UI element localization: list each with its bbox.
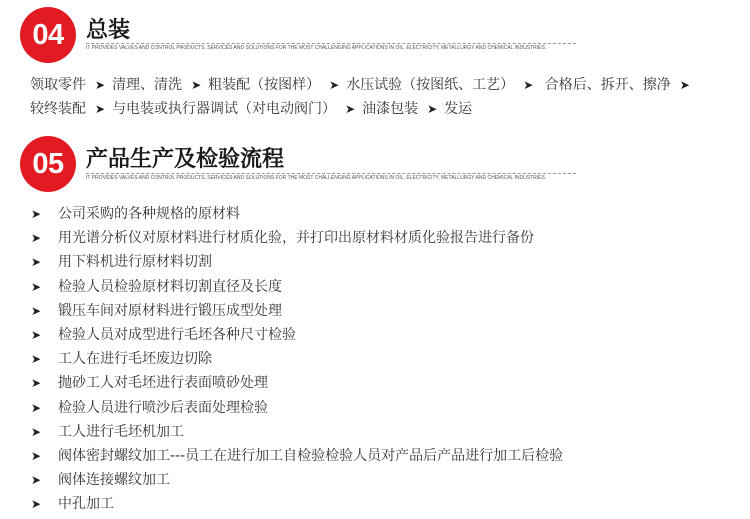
section-04-title: 总装 (86, 18, 131, 43)
list-item (31, 492, 563, 516)
arrow-right-icon: ➤ (31, 400, 42, 415)
arrow-right-icon: ➤ (329, 78, 340, 92)
arrow-right-icon: ➤ (95, 78, 106, 92)
list-item (31, 323, 563, 347)
arrow-right-icon: ➤ (31, 473, 42, 488)
arrow-right-icon: ➤ (523, 78, 534, 92)
list-item (31, 468, 563, 492)
flow-step: 粗装配（按图样） (208, 77, 321, 93)
section-04-subtitle: IT PROVIDES VALVES AND CONTROL PRODUCTS, SERVICES AND SOLUTIONS FOR THE MOST CHALLENGING APPLICATIONS IN OIL, ELECTRICITY, METALLURGY AND CHEMICAL INDUSTRIES. (86, 45, 547, 51)
section-04-divider (86, 43, 576, 44)
list-item-text: 工人在进行毛坯废边切除 (58, 351, 212, 368)
list-item (31, 444, 563, 468)
list-item (31, 275, 563, 299)
list-item-text: 检验人员进行喷沙后表面处理检验 (58, 399, 268, 416)
arrow-right-icon: ➤ (31, 424, 42, 439)
section-05-badge: 05 (20, 136, 76, 192)
flow-step: 与电装或执行器调试（对电动阀门） (112, 101, 337, 117)
flow-step: 领取零件 (30, 77, 86, 93)
list-item-text: 公司采购的各种规格的原材料 (58, 206, 240, 222)
arrow-right-icon: ➤ (31, 303, 42, 318)
list-item (31, 396, 563, 420)
arrow-right-icon: ➤ (427, 102, 438, 116)
flow-step: 水压试验（按图纸、工艺） (346, 77, 515, 93)
flow-step: 较终装配 (30, 101, 86, 117)
list-item-text: 抛砂工人对毛坯进行表面喷砂处理 (58, 375, 268, 392)
flow-step: 清理、清洗 (112, 77, 183, 93)
section-05-subtitle: IT PROVIDES VALVES AND CONTROL PRODUCTS, SERVICES AND SOLUTIONS FOR THE MOST CHALLENGING APPLICATIONS IN OIL, ELECTRICITY, METALLURGY AND CHEMICAL INDUSTRIES. (86, 175, 547, 181)
list-item-text: 检验人员检验原材料切割直径及长度 (58, 278, 282, 295)
arrow-right-icon: ➤ (31, 352, 42, 367)
process-list (31, 202, 563, 516)
list-item (31, 371, 563, 395)
arrow-right-icon: ➤ (345, 102, 356, 116)
arrow-right-icon: ➤ (31, 327, 42, 342)
flow-step: 合格后、拆开、擦净 (544, 77, 671, 93)
list-item-text: 检验人员对成型进行毛坯各种尺寸检验 (58, 326, 296, 343)
flow-step: 发运 (444, 101, 473, 117)
arrow-right-icon: ➤ (31, 207, 42, 221)
list-item (31, 250, 563, 274)
arrow-right-icon: ➤ (95, 102, 106, 116)
list-item (31, 202, 563, 226)
list-item-text: 用光谱分析仪对原材料进行材质化验，并打印出原材料材质化验报告进行备份 (58, 230, 534, 247)
flow-step: 油漆包装 (362, 101, 419, 117)
arrow-right-icon: ➤ (31, 497, 42, 512)
list-item (31, 347, 563, 371)
list-item-text: 阀体连接螺纹加工 (58, 472, 170, 489)
list-item-text: 锻压车间对原材料进行锻压成型处理 (58, 302, 282, 319)
list-item-text: 工人进行毛坯机加工 (58, 423, 184, 440)
arrow-right-icon: ➤ (31, 231, 42, 246)
arrow-right-icon: ➤ (31, 448, 42, 463)
arrow-right-icon: ➤ (31, 376, 42, 391)
list-item-text: 中孔加工 (58, 496, 114, 513)
section-05-divider (86, 173, 576, 174)
arrow-right-icon: ➤ (31, 279, 42, 294)
list-item (31, 420, 563, 444)
section-04-badge: 04 (20, 7, 76, 63)
arrow-right-icon: ➤ (191, 78, 202, 92)
list-item-text: 阀体密封螺纹加工---员工在进行加工自检验检验人员对产品后产品进行加工后检验 (58, 447, 564, 464)
list-item (31, 299, 563, 323)
list-item-text: 用下料机进行原材料切割 (58, 254, 212, 271)
arrow-right-icon: ➤ (679, 78, 690, 92)
list-item (31, 226, 563, 250)
section-05-title: 产品生产及检验流程 (86, 147, 285, 172)
arrow-right-icon: ➤ (31, 255, 42, 270)
assembly-flow (30, 73, 720, 121)
